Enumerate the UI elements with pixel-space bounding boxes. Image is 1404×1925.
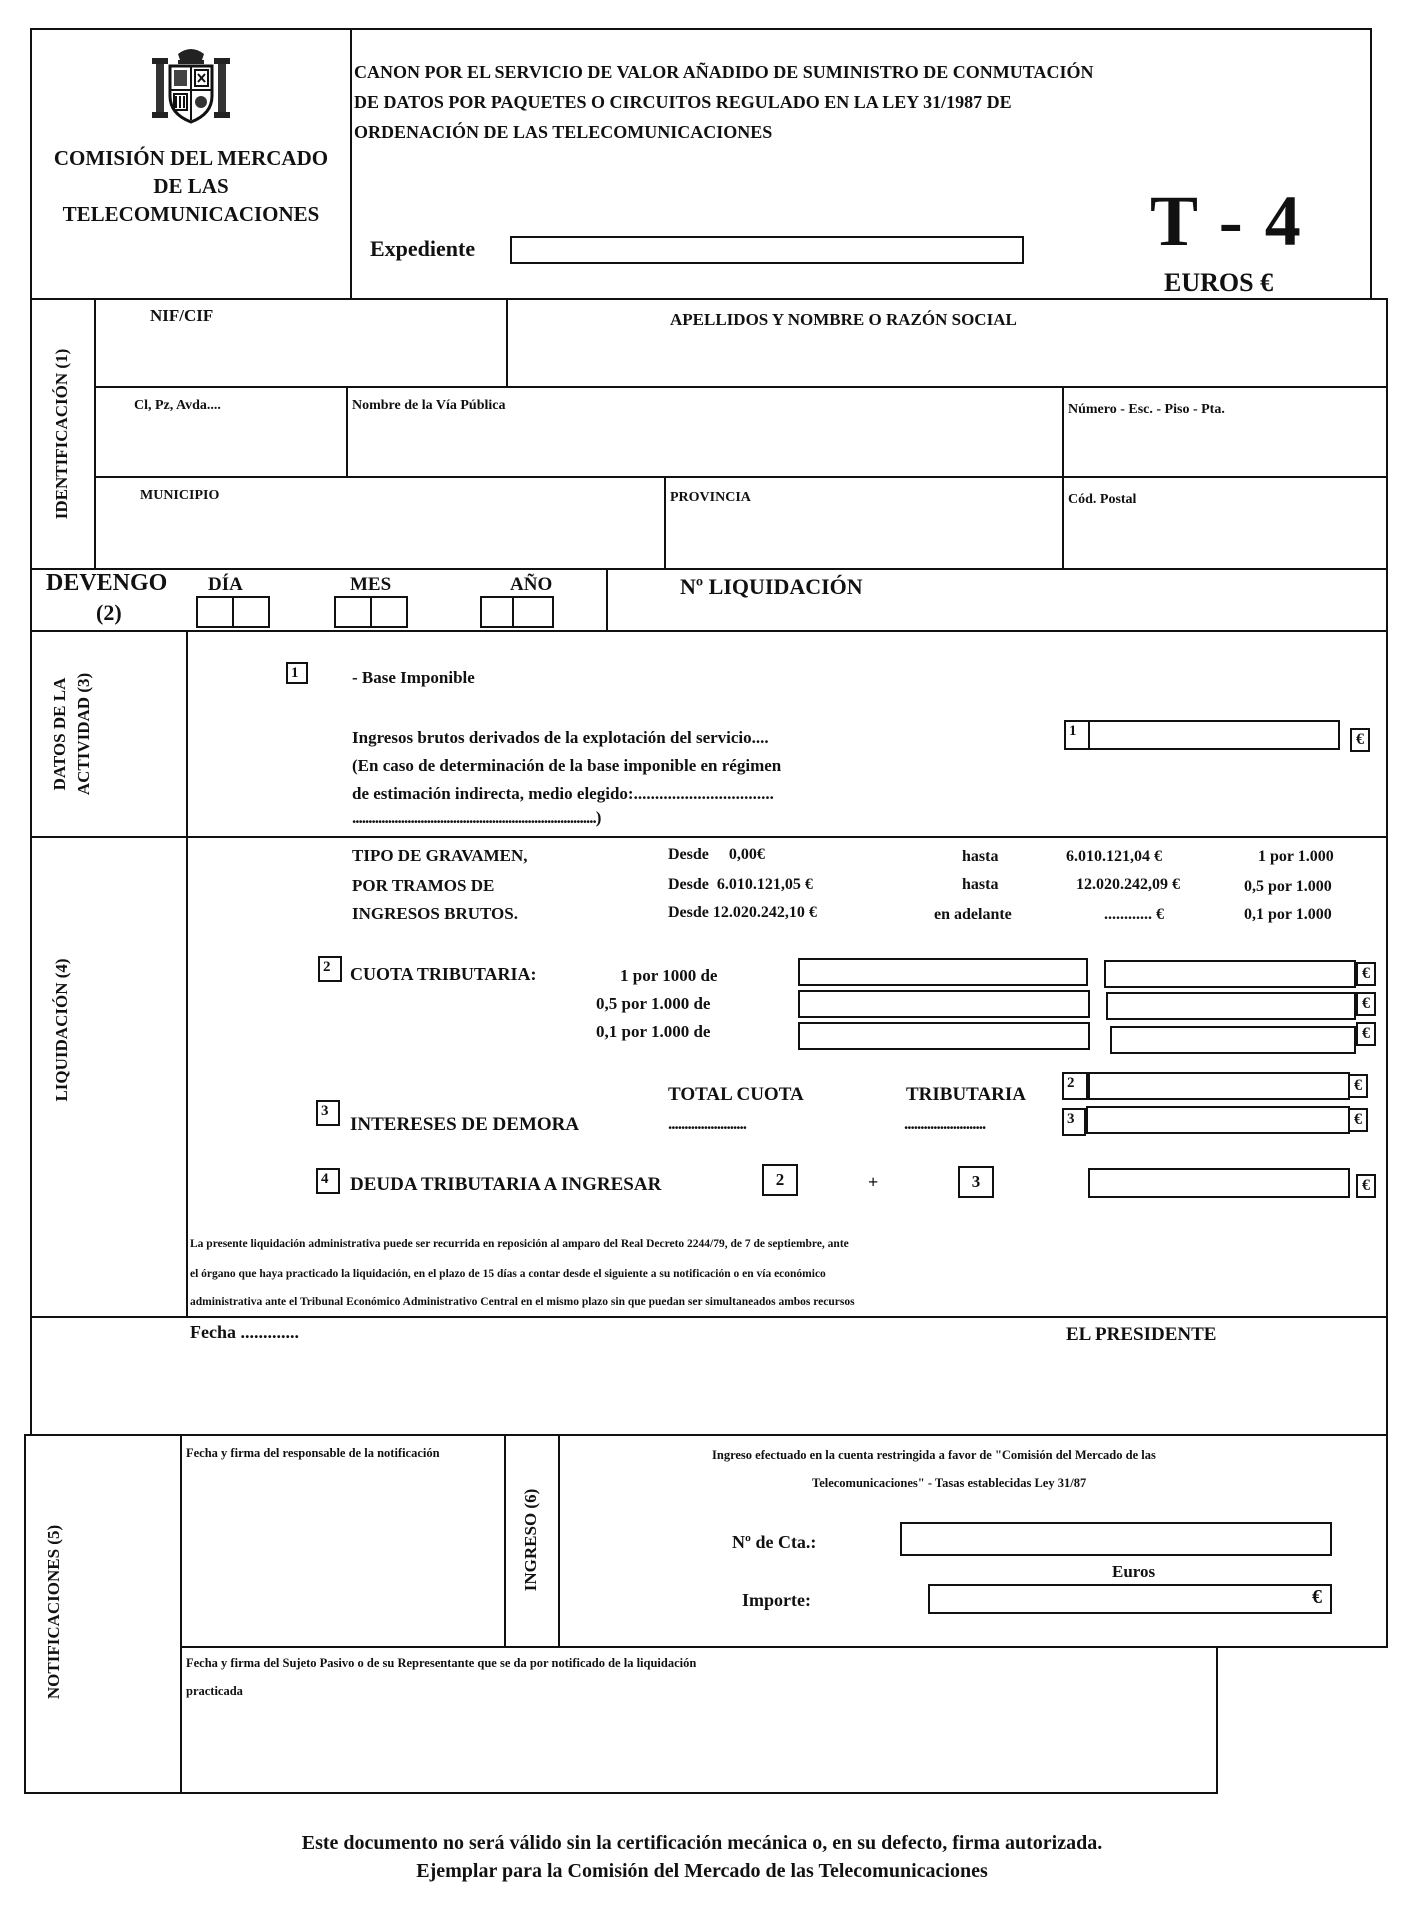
tramo-1-desde: Desde 0,00€ [668, 846, 765, 863]
legal-text-line3: administrativa ante el Tribunal Económico Administrativo Central en el mismo plazo sin que puedan ser simultaneados ambos recursos [190, 1296, 855, 1308]
divider [94, 386, 1388, 388]
coat-of-arms-logo [148, 44, 234, 128]
tipo-gravamen-line3: INGRESOS BRUTOS. [352, 904, 518, 923]
deuda-sum-box-3: 3 [958, 1166, 994, 1198]
total-cuota-field-number: 2 [1062, 1072, 1088, 1100]
fecha-label: Fecha ............. [190, 1322, 299, 1342]
ingreso-text-line1: Ingreso efectuado en la cuenta restringida a favor de "Comisión del Mercado de las [712, 1448, 1156, 1462]
liquidacion-section-label: LIQUIDACIÓN (4) [52, 958, 71, 1102]
responsable-signature-area[interactable] [184, 1470, 498, 1642]
devengo-label: DEVENGO [46, 570, 168, 596]
tramo-1-hasta: 6.010.121,04 € [1066, 848, 1162, 865]
cuenta-field[interactable] [900, 1522, 1332, 1556]
cuota-row-3-result-field[interactable] [1110, 1026, 1356, 1054]
nombre-label: APELLIDOS Y NOMBRE O RAZÓN SOCIAL [670, 310, 1017, 329]
base-imponible-field[interactable] [1088, 720, 1340, 750]
intereses-dots-1: ........................ [668, 1114, 746, 1133]
deuda-number: 4 [316, 1168, 340, 1194]
cuenta-label: Nº de Cta.: [732, 1532, 817, 1552]
expediente-label: Expediente [370, 236, 476, 261]
euros-label: Euros [1112, 1562, 1156, 1581]
ingreso-text-line2: Telecomunicaciones" - Tasas establecidas Ley 31/87 [812, 1476, 1087, 1490]
plus-sign: + [868, 1172, 879, 1192]
currency-label: EUROS € [1164, 268, 1274, 297]
tipo-gravamen-line1: TIPO DE GRAVAMEN, [352, 846, 528, 865]
tramo-3-hasta-label: en adelante [934, 906, 1012, 923]
provincia-field[interactable] [666, 508, 1060, 568]
org-name-line1: COMISIÓN DEL MERCADO [53, 146, 329, 170]
legal-text-line1: La presente liquidación administrativa puede ser recurrida en reposición al amparo del Real Decreto 2244/79, de 7 de septiembre, ante [190, 1238, 849, 1250]
mes-digit-1[interactable] [334, 596, 372, 628]
euro-sign: € [1356, 992, 1376, 1016]
municipio-label: MUNICIPIO [140, 488, 220, 503]
tipo-gravamen-line2: POR TRAMOS DE [352, 876, 495, 895]
via-type-label: Cl, Pz, Avda.... [134, 398, 221, 413]
deuda-field[interactable] [1088, 1168, 1350, 1198]
cuota-row-1-label: 1 por 1000 de [620, 966, 718, 985]
sujeto-pasivo-signature-area[interactable] [184, 1704, 1214, 1790]
total-cuota-field[interactable] [1088, 1072, 1350, 1100]
legal-text-line2: el órgano que haya practicado la liquidación, en el plazo de 15 días a contar desde el siguiente a su notificación o en vía económico [190, 1268, 826, 1280]
mes-label: MES [350, 574, 392, 595]
form-code: T - 4 [1150, 181, 1303, 261]
cuota-row-3-label: 0,1 por 1.000 de [596, 1022, 711, 1041]
euro-sign: € [1350, 728, 1370, 752]
euro-sign: € [1356, 1022, 1376, 1046]
expediente-field[interactable] [510, 236, 1024, 264]
anio-label: AÑO [510, 574, 553, 595]
mes-digit-2[interactable] [370, 596, 408, 628]
euro-sign: € [1356, 1174, 1376, 1198]
ingresos-brutos-line3: de estimación indirecta, medio elegido:................................. [352, 784, 774, 803]
divider [558, 1434, 560, 1648]
municipio-field[interactable] [96, 508, 662, 568]
base-imponible-label: - Base Imponible [352, 668, 475, 687]
sujeto-pasivo-line2: practicada [186, 1684, 243, 1698]
via-name-field[interactable] [348, 416, 1060, 474]
form-title-line2: DE DATOS POR PAQUETES O CIRCUITOS REGULADO EN LA LEY 31/1987 DE [354, 92, 1012, 112]
importe-field[interactable] [928, 1584, 1332, 1614]
divider [186, 836, 188, 1318]
anio-digit-2[interactable] [512, 596, 554, 628]
cuota-row-1-result-field[interactable] [1104, 960, 1356, 988]
cp-field[interactable] [1064, 512, 1386, 568]
provincia-label: PROVINCIA [670, 490, 751, 505]
divider [94, 476, 1388, 478]
identificacion-section-label: IDENTIFICACIÓN (1) [52, 348, 71, 520]
org-name-line2: DE LAS [153, 174, 229, 198]
cuota-number: 2 [318, 956, 342, 982]
liquidacion-number-field[interactable] [800, 600, 1380, 628]
via-name-label: Nombre de la Vía Pública [352, 398, 506, 413]
base-imponible-field-number: 1 [1064, 720, 1090, 750]
cuota-row-1-base-field[interactable] [798, 958, 1088, 986]
form-title-line3: ORDENACIÓN DE LAS TELECOMUNICACIONES [354, 122, 773, 142]
tramo-3-desde: Desde 12.020.242,10 € [668, 904, 817, 921]
deuda-label: DEUDA TRIBUTARIA A INGRESAR [350, 1174, 662, 1195]
actividad-section-label-line2: ACTIVIDAD (3) [74, 672, 93, 796]
tramo-2-hasta: 12.020.242,09 € [1076, 876, 1180, 893]
dia-digit-1[interactable] [196, 596, 234, 628]
intereses-dots-2: ......................... [904, 1114, 986, 1133]
euro-sign: € [1348, 1074, 1368, 1098]
notificaciones-section-label: NOTIFICACIONES (5) [44, 1524, 63, 1700]
tramo-3-tipo: 0,1 por 1.000 [1244, 906, 1332, 923]
dia-label: DÍA [208, 574, 243, 595]
importe-label: Importe: [742, 1590, 811, 1610]
tramo-2-desde: Desde 6.010.121,05 € [668, 876, 813, 893]
tributaria-label: TRIBUTARIA [906, 1084, 1027, 1105]
nif-label: NIF/CIF [150, 306, 214, 325]
ingresos-brutos-line2: (En caso de determinación de la base imponible en régimen [352, 756, 782, 775]
nombre-field[interactable] [508, 334, 1386, 384]
cp-label: Cód. Postal [1068, 492, 1137, 507]
intereses-number: 3 [316, 1100, 340, 1126]
ingresos-brutos-line4: ...........................................................................) [352, 808, 601, 827]
tramo-1-tipo: 1 por 1.000 [1258, 848, 1334, 865]
numero-field[interactable] [1064, 420, 1386, 474]
form-title-line1: CANON POR EL SERVICIO DE VALOR AÑADIDO DE SUMINISTRO DE CONMUTACIÓN [354, 62, 1094, 82]
devengo-number: (2) [96, 600, 122, 625]
numero-label: Número - Esc. - Piso - Pta. [1068, 402, 1225, 417]
tramo-3-hasta: ............ € [1104, 906, 1164, 923]
tramo-2-tipo: 0,5 por 1.000 [1244, 878, 1332, 895]
nif-field[interactable] [96, 330, 504, 384]
via-type-field[interactable] [96, 416, 344, 474]
base-imponible-number: 1 [286, 662, 308, 684]
liquidacion-number-label: Nº LIQUIDACIÓN [680, 574, 863, 599]
tramo-2-hasta-label: hasta [962, 876, 999, 893]
divider [186, 630, 188, 838]
ingreso-section-label: INGRESO (6) [521, 1488, 540, 1592]
ingresos-brutos-line1: Ingresos brutos derivados de la explotación del servicio.... [352, 728, 769, 747]
responsable-label: Fecha y firma del responsable de la notificación [186, 1446, 440, 1460]
org-name-line3: TELECOMUNICACIONES [62, 202, 320, 226]
footer-line2: Ejemplar para la Comisión del Mercado de las Telecomunicaciones [416, 1860, 988, 1882]
cuota-row-2-label: 0,5 por 1.000 de [596, 994, 711, 1013]
euro-sign: € [1312, 1586, 1322, 1608]
euro-sign: € [1356, 962, 1376, 986]
intereses-label: INTERESES DE DEMORA [350, 1114, 580, 1135]
presidente-label: EL PRESIDENTE [1066, 1324, 1217, 1345]
intereses-field-number: 3 [1062, 1108, 1086, 1136]
dia-digit-2[interactable] [232, 596, 270, 628]
divider [180, 1434, 182, 1794]
anio-digit-1[interactable] [480, 596, 514, 628]
footer-line1: Este documento no será válido sin la certificación mecánica o, en su defecto, firma autorizada. [301, 1832, 1103, 1854]
cuota-row-2-base-field[interactable] [798, 990, 1090, 1018]
cuota-tributaria-label: CUOTA TRIBUTARIA: [350, 964, 537, 984]
divider [606, 568, 608, 632]
tramo-1-hasta-label: hasta [962, 848, 999, 865]
total-cuota-label: TOTAL CUOTA [668, 1084, 804, 1105]
intereses-field[interactable] [1086, 1106, 1350, 1134]
actividad-section-label-line1: DATOS DE LA [50, 677, 69, 791]
cuota-row-2-result-field[interactable] [1106, 992, 1356, 1020]
cuota-row-3-base-field[interactable] [798, 1022, 1090, 1050]
euro-sign: € [1348, 1108, 1368, 1132]
deuda-sum-box-2: 2 [762, 1164, 798, 1196]
sujeto-pasivo-line1: Fecha y firma del Sujeto Pasivo o de su Representante que se da por notificado de la liquidación [186, 1656, 697, 1670]
